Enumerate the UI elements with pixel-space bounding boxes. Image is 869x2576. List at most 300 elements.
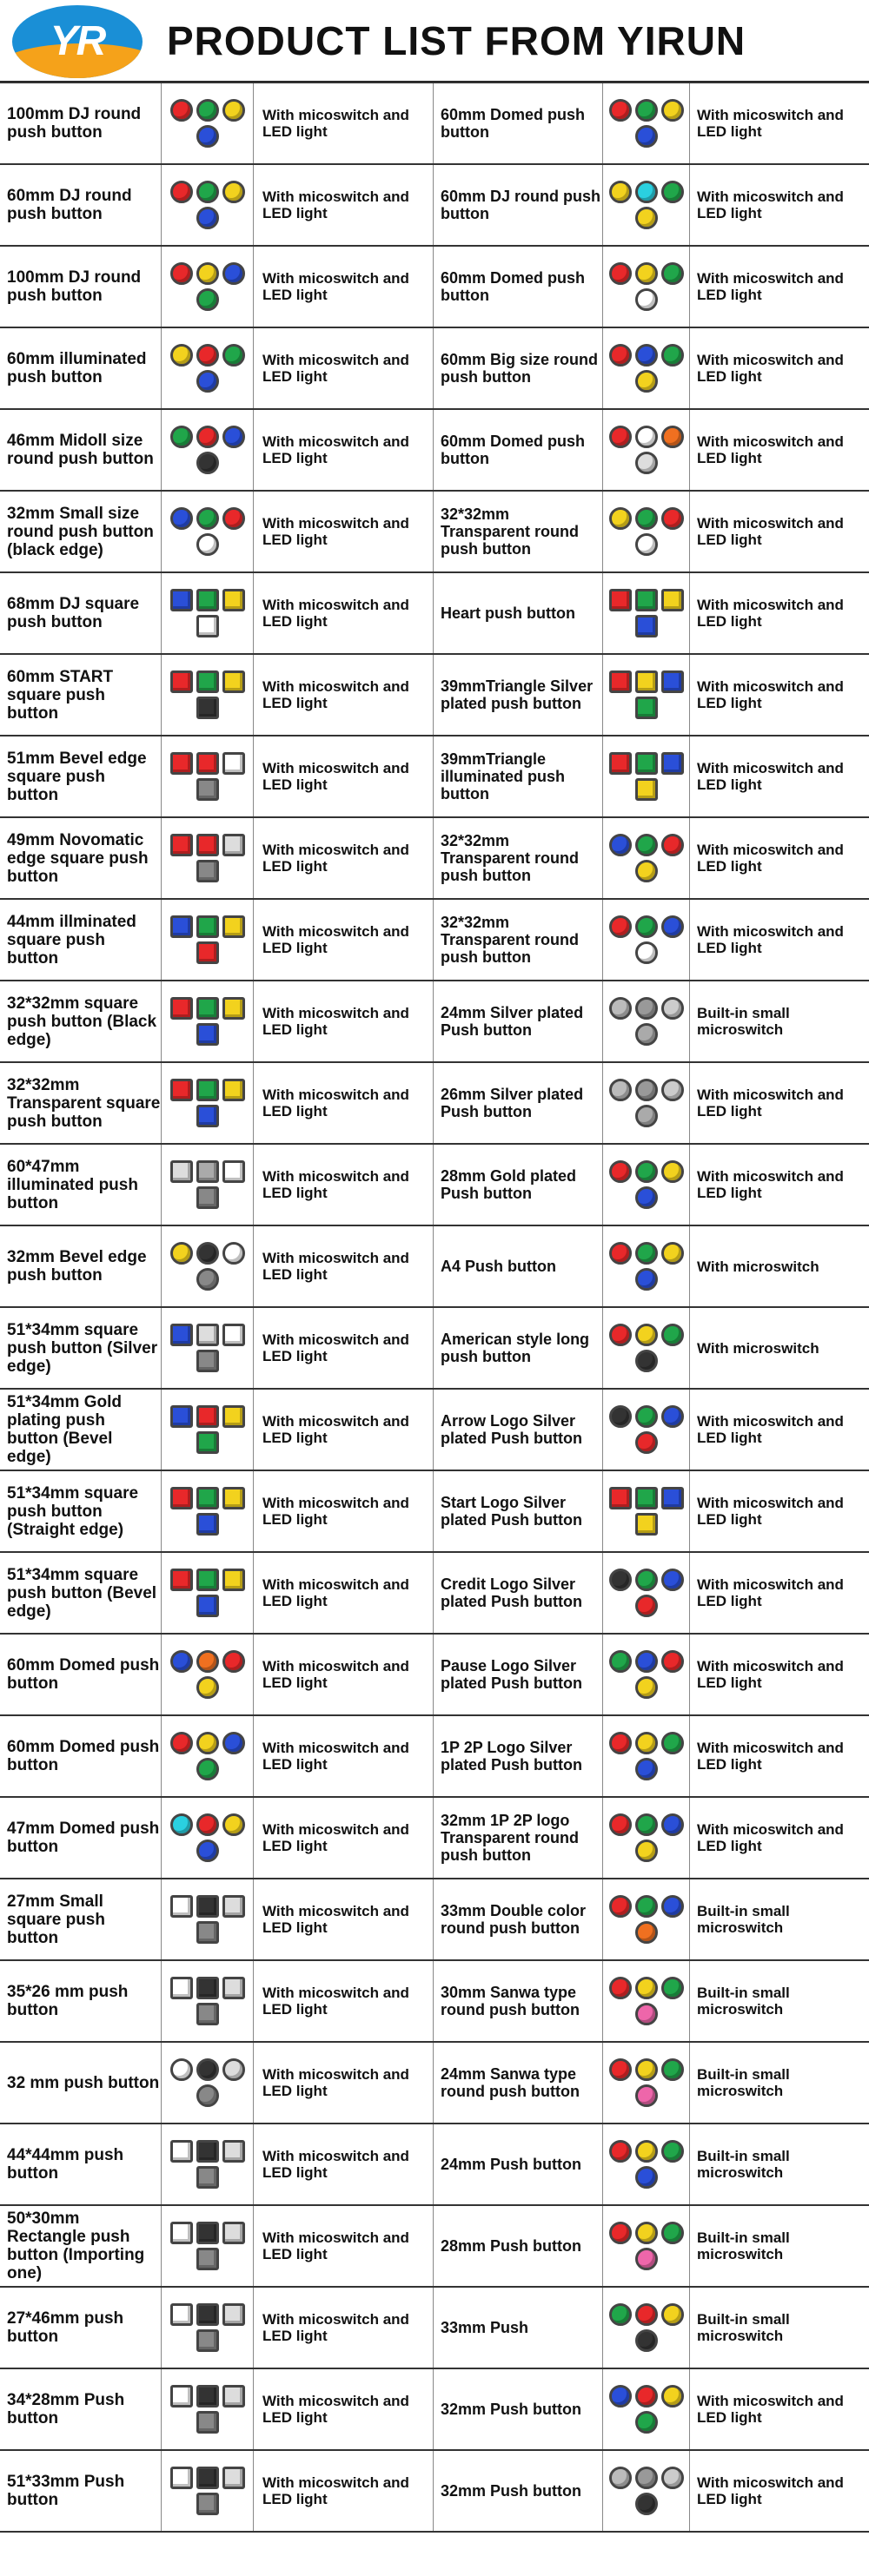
right-product-name-text: American style long push button — [441, 1331, 590, 1365]
right-product-feature — [690, 1961, 869, 2041]
button-swatch-icon — [635, 426, 658, 448]
right-product-image — [603, 1145, 690, 1225]
button-swatch-icon — [196, 2003, 219, 2025]
right-product-name — [434, 2288, 603, 2368]
left-product-feature — [254, 2043, 434, 2123]
right-product-image — [603, 1879, 690, 1959]
right-product-feature — [690, 1226, 869, 1306]
button-swatch-icon — [196, 670, 219, 693]
left-product-name — [0, 573, 162, 653]
button-swatch-icon — [635, 1732, 658, 1754]
button-swatch-icon — [222, 1569, 245, 1591]
button-swatch-icon — [635, 915, 658, 938]
left-product-name-text: 46mm Midoll size round push button — [7, 432, 154, 468]
right-product-image — [603, 2369, 690, 2449]
button-swatch-icon — [635, 778, 658, 801]
button-swatch-icon — [196, 99, 219, 122]
push-button-photo-icon — [608, 498, 685, 565]
right-product-image — [603, 1716, 690, 1796]
button-swatch-icon — [196, 1595, 219, 1617]
button-swatch-icon — [222, 262, 245, 285]
button-swatch-icon — [196, 1242, 219, 1265]
left-product-image — [162, 1308, 254, 1388]
left-product-name — [0, 2369, 162, 2449]
button-swatch-icon — [170, 2303, 193, 2326]
button-swatch-icon — [170, 1405, 193, 1428]
right-product-feature-text: Built-in small microswitch — [697, 2229, 790, 2262]
button-swatch-icon — [196, 2303, 219, 2326]
right-product-name — [434, 1226, 603, 1306]
push-button-photo-icon — [169, 1886, 246, 1953]
left-product-feature-text: With micoswitch and LED light — [262, 1821, 409, 1854]
button-swatch-icon — [609, 1324, 632, 1346]
right-product-name-text: 24mm Push button — [441, 2156, 582, 2173]
button-swatch-icon — [661, 1242, 684, 1265]
left-product-name-text: 49mm Novomatic edge square push button — [7, 830, 149, 886]
button-swatch-icon — [170, 2467, 193, 2489]
right-product-name-text: 32mm Push button — [441, 2482, 582, 2500]
button-swatch-icon — [609, 1160, 632, 1183]
button-swatch-icon — [661, 834, 684, 856]
product-row — [0, 492, 869, 573]
button-swatch-icon — [196, 2248, 219, 2270]
left-product-image — [162, 1635, 254, 1714]
button-swatch-icon — [196, 344, 219, 367]
left-product-feature-text: With micoswitch and LED light — [262, 760, 409, 793]
left-product-feature-text: With micoswitch and LED light — [262, 515, 409, 548]
button-swatch-icon — [222, 1895, 245, 1918]
left-product-feature-text: With micoswitch and LED light — [262, 107, 409, 140]
right-product-feature-text: With micoswitch and LED light — [697, 597, 844, 630]
product-row — [0, 1145, 869, 1226]
right-product-feature — [690, 818, 869, 898]
left-product-image — [162, 573, 254, 653]
button-swatch-icon — [635, 370, 658, 393]
right-product-image — [603, 247, 690, 327]
product-row — [0, 573, 869, 655]
button-swatch-icon — [196, 1921, 219, 1944]
push-button-photo-icon — [608, 743, 685, 810]
right-product-feature — [690, 736, 869, 816]
product-row — [0, 2369, 869, 2451]
right-product-name-text: 33mm Double color round push button — [441, 1902, 587, 1937]
button-swatch-icon — [196, 615, 219, 637]
button-swatch-icon — [635, 860, 658, 882]
right-product-name-text: 39mmTriangle illuminated push button — [441, 750, 566, 803]
left-product-feature-text: With micoswitch and LED light — [262, 678, 409, 711]
button-swatch-icon — [661, 670, 684, 693]
right-product-feature-text: With micoswitch and LED light — [697, 1658, 844, 1691]
right-product-feature — [690, 1063, 869, 1143]
left-product-feature — [254, 655, 434, 735]
button-swatch-icon — [196, 697, 219, 719]
push-button-photo-icon — [608, 824, 685, 892]
left-product-name-text: 60mm DJ round push button — [7, 187, 132, 223]
left-product-name-text: 32mm Bevel edge push button — [7, 1248, 147, 1285]
right-product-feature — [690, 1145, 869, 1225]
right-product-image — [603, 1226, 690, 1306]
right-product-image — [603, 1308, 690, 1388]
left-product-feature — [254, 2124, 434, 2204]
left-product-image — [162, 1879, 254, 1959]
left-product-name — [0, 247, 162, 327]
left-product-feature — [254, 1308, 434, 1388]
button-swatch-icon — [635, 1487, 658, 1509]
button-swatch-icon — [635, 1650, 658, 1673]
left-product-image — [162, 1961, 254, 2041]
right-product-image — [603, 1471, 690, 1551]
button-swatch-icon — [635, 1921, 658, 1944]
button-swatch-icon — [196, 2467, 219, 2489]
left-product-name — [0, 492, 162, 571]
left-product-name — [0, 2288, 162, 2368]
button-swatch-icon — [196, 1676, 219, 1699]
product-row — [0, 2288, 869, 2369]
right-product-name-text: A4 Push button — [441, 1258, 556, 1275]
right-product-name — [434, 2043, 603, 2123]
button-swatch-icon — [196, 1813, 219, 1836]
button-swatch-icon — [635, 452, 658, 474]
button-swatch-icon — [661, 1160, 684, 1183]
product-row — [0, 2124, 869, 2206]
left-product-name-text: 44*44mm push button — [7, 2146, 124, 2183]
left-product-feature-text: With micoswitch and LED light — [262, 1331, 409, 1364]
button-swatch-icon — [635, 262, 658, 285]
button-swatch-icon — [661, 2385, 684, 2408]
left-product-name — [0, 1308, 162, 1388]
product-row — [0, 1879, 869, 1961]
left-product-name-text: 51*34mm square push button (Bevel edge) — [7, 1565, 157, 1621]
right-product-name-text: 32*32mm Transparent round push button — [441, 505, 580, 558]
right-product-feature — [690, 573, 869, 653]
button-swatch-icon — [196, 1079, 219, 1101]
button-swatch-icon — [196, 1895, 219, 1918]
button-swatch-icon — [196, 1160, 219, 1183]
push-button-photo-icon — [608, 416, 685, 484]
push-button-photo-icon — [608, 2212, 685, 2280]
left-product-image — [162, 1471, 254, 1551]
left-product-name-text: 60mm Domed push button — [7, 1656, 160, 1693]
push-button-photo-icon — [169, 171, 246, 239]
left-product-name-text: 100mm DJ round push button — [7, 105, 142, 142]
right-product-image — [603, 2451, 690, 2531]
button-swatch-icon — [661, 1732, 684, 1754]
push-button-photo-icon — [608, 1641, 685, 1708]
left-product-feature-text: With micoswitch and LED light — [262, 1087, 409, 1120]
button-swatch-icon — [661, 1079, 684, 1101]
button-swatch-icon — [222, 589, 245, 611]
button-swatch-icon — [635, 1676, 658, 1699]
push-button-photo-icon — [608, 2130, 685, 2198]
right-product-feature-text: With microswitch — [697, 1258, 819, 1275]
product-table — [0, 82, 869, 2533]
button-swatch-icon — [222, 834, 245, 856]
right-product-name — [434, 1798, 603, 1878]
button-swatch-icon — [222, 752, 245, 775]
left-product-image — [162, 2288, 254, 2368]
button-swatch-icon — [222, 2303, 245, 2326]
left-product-feature-text: With micoswitch and LED light — [262, 188, 409, 221]
right-product-feature-text: Built-in small microswitch — [697, 1005, 790, 1038]
right-product-image — [603, 818, 690, 898]
push-button-photo-icon — [608, 579, 685, 647]
right-product-feature — [690, 1716, 869, 1796]
button-swatch-icon — [170, 1895, 193, 1918]
product-row — [0, 1063, 869, 1145]
button-swatch-icon — [661, 915, 684, 938]
right-product-feature — [690, 1635, 869, 1714]
push-button-photo-icon — [608, 2049, 685, 2117]
left-product-image — [162, 818, 254, 898]
button-swatch-icon — [635, 1431, 658, 1454]
right-product-name — [434, 655, 603, 735]
left-product-feature-text: With micoswitch and LED light — [262, 842, 409, 875]
left-product-name — [0, 1635, 162, 1714]
button-swatch-icon — [609, 2467, 632, 2489]
button-swatch-icon — [170, 2222, 193, 2244]
right-product-name-text: 60mm Domed push button — [441, 433, 586, 467]
button-swatch-icon — [635, 1895, 658, 1918]
left-product-name — [0, 1798, 162, 1878]
product-row — [0, 165, 869, 247]
left-product-feature — [254, 247, 434, 327]
push-button-photo-icon — [169, 743, 246, 810]
right-product-feature-text: With microswitch — [697, 1339, 819, 1357]
right-product-image — [603, 165, 690, 245]
push-button-photo-icon — [169, 1314, 246, 1382]
right-product-feature — [690, 165, 869, 245]
button-swatch-icon — [609, 1569, 632, 1591]
push-button-photo-icon — [169, 334, 246, 402]
button-swatch-icon — [635, 2303, 658, 2326]
left-product-name — [0, 981, 162, 1061]
push-button-photo-icon — [608, 661, 685, 729]
button-swatch-icon — [635, 1105, 658, 1127]
right-product-feature — [690, 247, 869, 327]
button-swatch-icon — [196, 997, 219, 1020]
right-product-name — [434, 83, 603, 163]
button-swatch-icon — [196, 860, 219, 882]
left-product-image — [162, 736, 254, 816]
right-product-name — [434, 1145, 603, 1225]
button-swatch-icon — [196, 207, 219, 229]
button-swatch-icon — [222, 2222, 245, 2244]
button-swatch-icon — [170, 181, 193, 203]
right-product-feature — [690, 655, 869, 735]
button-swatch-icon — [170, 1324, 193, 1346]
left-product-feature — [254, 818, 434, 898]
right-product-feature — [690, 410, 869, 490]
push-button-photo-icon — [169, 1396, 246, 1463]
right-product-name — [434, 2206, 603, 2286]
button-swatch-icon — [635, 834, 658, 856]
right-product-name — [434, 1308, 603, 1388]
button-swatch-icon — [196, 1569, 219, 1591]
left-product-feature-text: With micoswitch and LED light — [262, 2393, 409, 2426]
right-product-name-text: Arrow Logo Silver plated Push button — [441, 1412, 582, 1447]
right-product-image — [603, 900, 690, 980]
left-product-name — [0, 1145, 162, 1225]
push-button-photo-icon — [608, 1314, 685, 1382]
left-product-feature-text: With micoswitch and LED light — [262, 1658, 409, 1691]
button-swatch-icon — [222, 426, 245, 448]
left-product-feature-text: With micoswitch and LED light — [262, 1005, 409, 1038]
right-product-image — [603, 1635, 690, 1714]
button-swatch-icon — [196, 1431, 219, 1454]
right-product-name-text: 1P 2P Logo Silver plated Push button — [441, 1739, 582, 1773]
button-swatch-icon — [170, 262, 193, 285]
right-product-name-text: Heart push button — [441, 604, 575, 622]
left-product-image — [162, 2451, 254, 2531]
button-swatch-icon — [661, 426, 684, 448]
product-row — [0, 818, 869, 900]
button-swatch-icon — [609, 2385, 632, 2408]
button-swatch-icon — [635, 1840, 658, 1862]
right-product-feature-text: With micoswitch and LED light — [697, 1413, 844, 1446]
right-product-feature — [690, 1308, 869, 1388]
left-product-feature-text: With micoswitch and LED light — [262, 923, 409, 956]
left-product-feature-text: With micoswitch and LED light — [262, 270, 409, 303]
push-button-photo-icon — [608, 2457, 685, 2525]
button-swatch-icon — [661, 997, 684, 1020]
button-swatch-icon — [170, 915, 193, 938]
left-product-image — [162, 655, 254, 735]
left-product-name — [0, 1553, 162, 1633]
right-product-image — [603, 2288, 690, 2368]
right-product-feature-text: With micoswitch and LED light — [697, 760, 844, 793]
left-product-name-text: 51*34mm square push button (Straight edge) — [7, 1483, 139, 1539]
right-product-name-text: 24mm Sanwa type round push button — [441, 2065, 580, 2100]
button-swatch-icon — [196, 834, 219, 856]
left-product-feature-text: With micoswitch and LED light — [262, 352, 409, 385]
left-product-name — [0, 1390, 162, 1470]
button-swatch-icon — [609, 2140, 632, 2163]
push-button-photo-icon — [608, 906, 685, 974]
button-swatch-icon — [635, 2003, 658, 2025]
right-product-feature — [690, 328, 869, 408]
button-swatch-icon — [170, 1977, 193, 1999]
product-row — [0, 1635, 869, 1716]
right-product-feature-text: With micoswitch and LED light — [697, 1168, 844, 1201]
right-product-name-text: 60mm DJ round push button — [441, 188, 601, 222]
left-product-feature-text: With micoswitch and LED light — [262, 1740, 409, 1773]
button-swatch-icon — [196, 752, 219, 775]
button-swatch-icon — [170, 752, 193, 775]
left-product-feature — [254, 573, 434, 653]
right-product-name — [434, 573, 603, 653]
button-swatch-icon — [609, 1650, 632, 1673]
right-product-name-text: 60mm Domed push button — [441, 269, 586, 304]
button-swatch-icon — [635, 752, 658, 775]
button-swatch-icon — [196, 2222, 219, 2244]
right-product-image — [603, 1063, 690, 1143]
left-product-feature — [254, 410, 434, 490]
button-swatch-icon — [222, 1160, 245, 1183]
left-product-name-text: 32mm Small size round push button (black edge) — [7, 504, 154, 559]
button-swatch-icon — [222, 1487, 245, 1509]
left-product-feature-text: With micoswitch and LED light — [262, 1903, 409, 1936]
left-product-image — [162, 165, 254, 245]
left-product-feature — [254, 83, 434, 163]
button-swatch-icon — [661, 1569, 684, 1591]
right-product-name — [434, 736, 603, 816]
left-product-name-text: 27*46mm push button — [7, 2309, 124, 2346]
left-product-name — [0, 900, 162, 980]
left-product-name — [0, 655, 162, 735]
right-product-name — [434, 1635, 603, 1714]
button-swatch-icon — [196, 1105, 219, 1127]
right-product-name — [434, 1390, 603, 1470]
button-swatch-icon — [635, 1813, 658, 1836]
button-swatch-icon — [222, 1242, 245, 1265]
left-product-name — [0, 2124, 162, 2204]
button-swatch-icon — [609, 1487, 632, 1509]
left-product-image — [162, 1063, 254, 1143]
button-swatch-icon — [635, 2248, 658, 2270]
button-swatch-icon — [609, 99, 632, 122]
push-button-photo-icon — [169, 1641, 246, 1708]
left-product-name-text: 47mm Domed push button — [7, 1820, 160, 1856]
push-button-photo-icon — [169, 2212, 246, 2280]
button-swatch-icon — [222, 1813, 245, 1836]
button-swatch-icon — [196, 1977, 219, 1999]
button-swatch-icon — [170, 834, 193, 856]
right-product-name-text: 32mm Push button — [441, 2401, 582, 2418]
right-product-feature — [690, 1471, 869, 1551]
button-swatch-icon — [170, 2058, 193, 2081]
left-product-feature-text: With micoswitch and LED light — [262, 1985, 409, 2018]
right-product-image — [603, 1961, 690, 2041]
right-product-name — [434, 2124, 603, 2204]
right-product-feature — [690, 2206, 869, 2286]
right-product-feature — [690, 2124, 869, 2204]
button-swatch-icon — [170, 1079, 193, 1101]
right-product-feature — [690, 492, 869, 571]
button-swatch-icon — [222, 997, 245, 1020]
right-product-feature-text: With micoswitch and LED light — [697, 1495, 844, 1528]
push-button-photo-icon — [608, 1722, 685, 1790]
button-swatch-icon — [635, 670, 658, 693]
button-swatch-icon — [609, 1405, 632, 1428]
page-header — [0, 0, 869, 83]
left-product-feature — [254, 1145, 434, 1225]
right-product-feature — [690, 1553, 869, 1633]
right-product-feature-text: Built-in small microswitch — [697, 1985, 790, 2018]
button-swatch-icon — [196, 1324, 219, 1346]
left-product-feature — [254, 1553, 434, 1633]
product-row — [0, 1390, 869, 1471]
right-product-name — [434, 247, 603, 327]
right-product-name-text: 30mm Sanwa type round push button — [441, 1984, 580, 2018]
left-product-feature-text: With micoswitch and LED light — [262, 2148, 409, 2181]
push-button-photo-icon — [608, 1069, 685, 1137]
right-product-name — [434, 1879, 603, 1959]
button-swatch-icon — [222, 99, 245, 122]
left-product-image — [162, 1226, 254, 1306]
left-product-name — [0, 1716, 162, 1796]
button-swatch-icon — [196, 1513, 219, 1536]
left-product-name-text: 50*30mm Rectangle push button (Importing one) — [7, 2209, 145, 2282]
right-product-feature — [690, 2043, 869, 2123]
button-swatch-icon — [170, 99, 193, 122]
right-product-image — [603, 328, 690, 408]
button-swatch-icon — [609, 1079, 632, 1101]
button-swatch-icon — [635, 99, 658, 122]
button-swatch-icon — [196, 262, 219, 285]
product-row — [0, 1308, 869, 1390]
right-product-feature-text: Built-in small microswitch — [697, 2148, 790, 2181]
left-product-feature — [254, 900, 434, 980]
